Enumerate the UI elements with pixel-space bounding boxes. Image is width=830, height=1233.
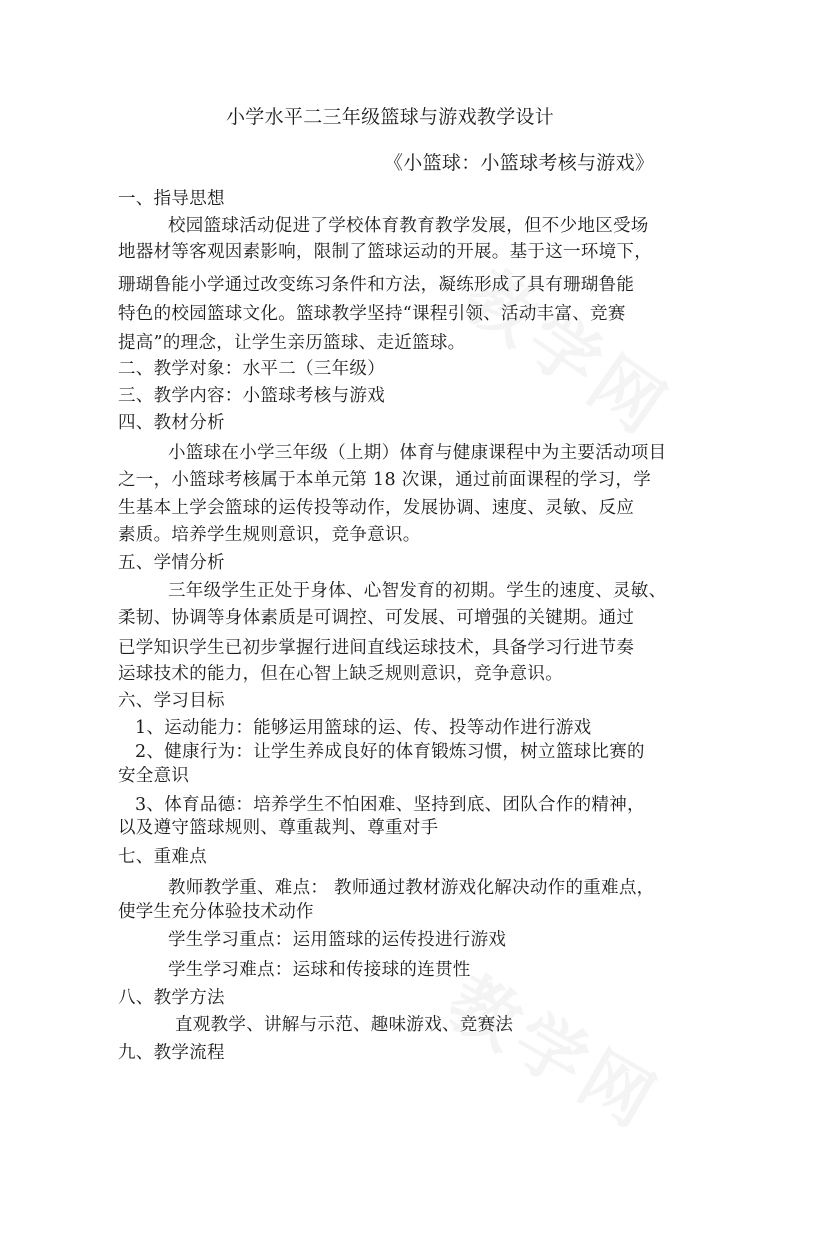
goal-item-continued: 以及遵守篮球规则、尊重裁判、尊重对手	[118, 818, 439, 838]
section-1-paragraph: 珊瑚鲁能小学通过改变练习条件和方法，凝练形成了具有珊瑚鲁能	[118, 275, 635, 295]
key-point-continued: 使学生充分体验技术动作	[118, 902, 314, 922]
document-title: 小学水平二三年级篮球与游戏教学设计	[226, 106, 555, 128]
section-4-paragraph: 素质。培养学生规则意识，竞争意识。	[118, 525, 421, 545]
section-1-paragraph: 特色的校园篮球文化。篮球教学坚持“课程引领、活动丰富、竞赛	[118, 304, 626, 324]
key-point: 教师教学重、难点： 教师通过教材游戏化解决动作的重难点，	[168, 878, 655, 898]
section-5-paragraph: 运球技术的能力，但在心智上缺乏规则意识，竞争意识。	[118, 664, 563, 684]
goal-item: 2、健康行为：让学生养成良好的体育锻炼习惯，树立篮球比赛的	[135, 742, 645, 762]
section-3-line: 三、教学内容：小篮球考核与游戏	[118, 386, 385, 406]
section-6-heading: 六、学习目标	[118, 691, 225, 711]
goal-item-continued: 安全意识	[118, 766, 190, 786]
section-5-paragraph: 已学知识学生已初步掌握行进间直线运球技术，具备学习行进节奏	[118, 638, 635, 658]
section-4-paragraph: 生基本上学会篮球的运传投等动作，发展协调、速度、灵敏、反应	[118, 498, 635, 518]
section-4-paragraph: 小篮球在小学三年级（上期）体育与健康课程中为主要活动项目	[168, 443, 667, 463]
section-5-paragraph: 三年级学生正处于身体、心智发育的初期。学生的速度、灵敏、	[168, 581, 667, 601]
watermark-bottom	[392, 947, 707, 1233]
section-4-heading: 四、教材分析	[118, 413, 225, 433]
section-1-paragraph: 校园篮球活动促进了学校体育教育教学发展，但不少地区受场	[168, 216, 649, 236]
key-point: 学生学习重点：运用篮球的运传投进行游戏	[168, 930, 507, 950]
section-8-heading: 八、教学方法	[118, 988, 225, 1008]
goal-item: 3、体育品德：培养学生不怕困难、坚持到底、团队合作的精神，	[135, 795, 645, 815]
section-5-paragraph: 柔韧、协调等身体素质是可调控、可发展、可增强的关键期。通过	[118, 608, 635, 628]
section-9-heading: 九、教学流程	[118, 1043, 225, 1063]
teaching-methods: 直观教学、讲解与示范、趣味游戏、竞赛法	[175, 1015, 514, 1035]
section-4-paragraph: 之一，小篮球考核属于本单元第 18 次课，通过前面课程的学习，学	[118, 470, 651, 490]
section-1-paragraph: 提高”的理念，让学生亲历篮球、走近篮球。	[118, 333, 466, 353]
section-1-paragraph: 地器材等客观因素影响，限制了篮球运动的开展。基于这一环境下，	[118, 242, 652, 262]
document-subtitle: 《小篮球：小篮球考核与游戏》	[384, 152, 655, 174]
key-point: 学生学习难点：运球和传接球的连贯性	[168, 960, 471, 980]
section-5-heading: 五、学情分析	[118, 553, 225, 573]
section-1-heading: 一、指导思想	[118, 189, 225, 209]
section-7-heading: 七、重难点	[118, 847, 207, 867]
goal-item: 1、运动能力：能够运用篮球的运、传、投等动作进行游戏	[135, 718, 592, 738]
section-2-line: 二、教学对象：水平二（三年级）	[118, 359, 385, 379]
